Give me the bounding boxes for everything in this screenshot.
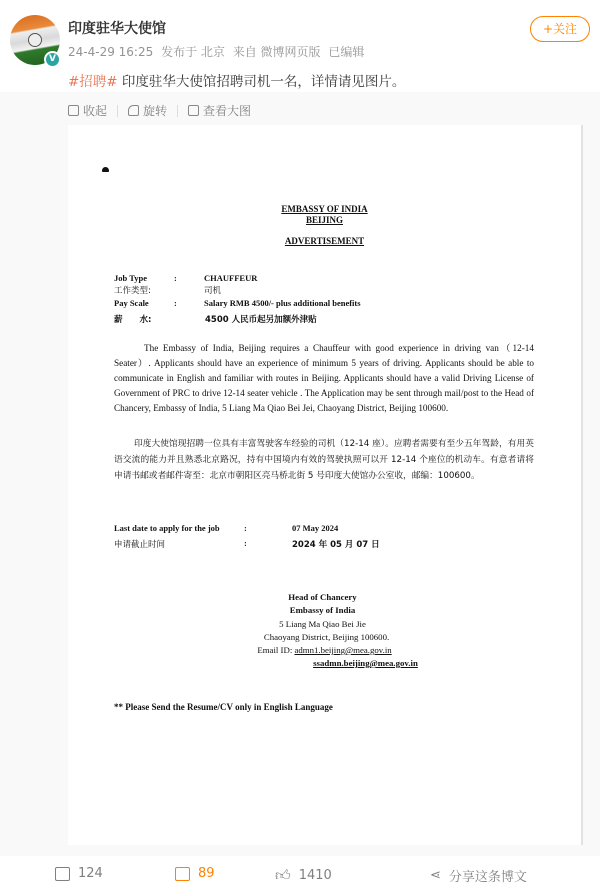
divider (117, 105, 118, 117)
field-label: 薪 水: (114, 315, 152, 325)
field-value: CHAUFFEUR (204, 273, 258, 283)
signature-email-row (68, 644, 581, 657)
deadline-value: 07 May 2024 (292, 523, 339, 533)
deadline-label: Last date to apply for the job (114, 523, 220, 533)
like-button[interactable] (275, 866, 332, 885)
media-toolbar (68, 102, 251, 119)
share-label: 分享这条博文 (448, 870, 527, 885)
field-value: 4500 人民币起另加额外津贴 (205, 315, 317, 325)
view-large-button[interactable] (188, 102, 251, 119)
deadline-colon: : (244, 523, 247, 533)
comment-icon (175, 867, 190, 881)
paragraph-english: The Embassy of India, Beijing requires a Chauffeur with good experience in driving van（12-14 Seater）. Applicants should have an experience of minimum 5 years of driving. Applicants should be able to communicate in English and familiar with routes in Beijing. Applicants should have a valid Driving License of Government of PRC to drive 12-14 seater vehicle . The Application may be sent through mail/post to the Head of Chancery, Embassy of India, 5 Liang Ma Qiao Bei Jei, Chaoyang District, Beijing 100600. (114, 343, 534, 413)
post-meta (68, 43, 368, 60)
field-value: 司机 (204, 286, 222, 296)
divider (177, 105, 178, 117)
comment-button[interactable] (175, 866, 215, 881)
rotate-icon (128, 105, 139, 116)
post-text (68, 70, 405, 90)
share-button[interactable] (430, 866, 527, 885)
view-large-label: 查看大图 (203, 104, 252, 118)
action-bar (0, 858, 600, 890)
post-body: 印度驻华大使馆招聘司机一名，详情请见图片。 (117, 74, 406, 90)
timestamp[interactable]: 24-4-29 16:25 (68, 45, 154, 59)
note: ** Please Send the Resume/CV only in English Language (114, 702, 333, 712)
paragraph-chinese: 印度大使馆现招聘一位具有丰富驾驶客车经验的司机（12-14 座）。应聘者需要有至少五年驾龄，有用英语交流的能力并且熟悉北京路况，持有中国境内有效的驾驶执照可以开 12-14 个座位的机动车。有意者请将申请书邮或者邮件寄至：北京市朝阳区亮马桥北街 5 号印度大使馆办公室收，邮编：100600。 (114, 439, 534, 481)
like-count: 1410 (298, 868, 332, 883)
ink-mark (102, 167, 109, 172)
collapse-label: 收起 (83, 104, 108, 118)
doc-title: ADVERTISEMENT (284, 236, 365, 246)
edited-label[interactable]: 已编辑 (328, 45, 365, 59)
email-link-2: ssadmn.beijing@mea.gov.in (313, 658, 418, 668)
signature-address1: 5 Liang Ma Qiao Bei Jie (279, 619, 366, 629)
document-image[interactable] (68, 125, 583, 845)
repost-button[interactable] (55, 866, 103, 881)
view-large-icon (188, 105, 199, 116)
field-colon: : (174, 273, 177, 283)
email-link-1: admn1.beijing@mea.gov.in (294, 645, 392, 655)
signature-title: Head of Chancery (288, 592, 357, 602)
rotate-label: 旋转 (143, 104, 168, 118)
repost-icon (55, 867, 70, 881)
deadline-colon: : (244, 538, 247, 548)
field-label: Job Type (114, 273, 147, 283)
field-colon: : (174, 298, 177, 308)
field-label: 工作类型: (114, 286, 151, 296)
doc-header-line2: BEIJING (305, 215, 343, 225)
comment-count: 89 (198, 866, 215, 881)
hashtag-link[interactable]: #招聘# (68, 74, 118, 90)
collapse-button[interactable] (68, 102, 107, 119)
source: 来自 微博网页版 (232, 45, 321, 59)
signature-org: Embassy of India (289, 605, 356, 615)
author-name[interactable]: 印度驻华大使馆 (68, 21, 166, 37)
signature-address2: Chaoyang District, Beijing 100600. (263, 632, 390, 642)
email-label: Email ID: (257, 645, 295, 655)
verified-badge-icon: V (44, 51, 61, 68)
thumbs-up-icon: 👍︎ (275, 866, 291, 884)
media-panel (0, 92, 600, 856)
deadline-value-cn: 2024 年 05 月 07 日 (292, 540, 380, 550)
rotate-button[interactable] (128, 102, 167, 119)
repost-count: 124 (78, 866, 103, 881)
follow-button[interactable]: +关注 (530, 16, 590, 42)
field-value: Salary RMB 4500/- plus additional benefits (204, 298, 361, 308)
deadline-label-cn: 申请截止时间 (114, 540, 166, 550)
doc-header-line1: EMBASSY OF INDIA (281, 204, 368, 214)
post-header (0, 0, 600, 92)
field-label: Pay Scale (114, 298, 149, 308)
collapse-icon (68, 105, 79, 116)
location: 发布于 北京 (161, 45, 225, 59)
ashoka-chakra-icon (28, 33, 42, 47)
share-icon: ⋖ (430, 868, 441, 883)
